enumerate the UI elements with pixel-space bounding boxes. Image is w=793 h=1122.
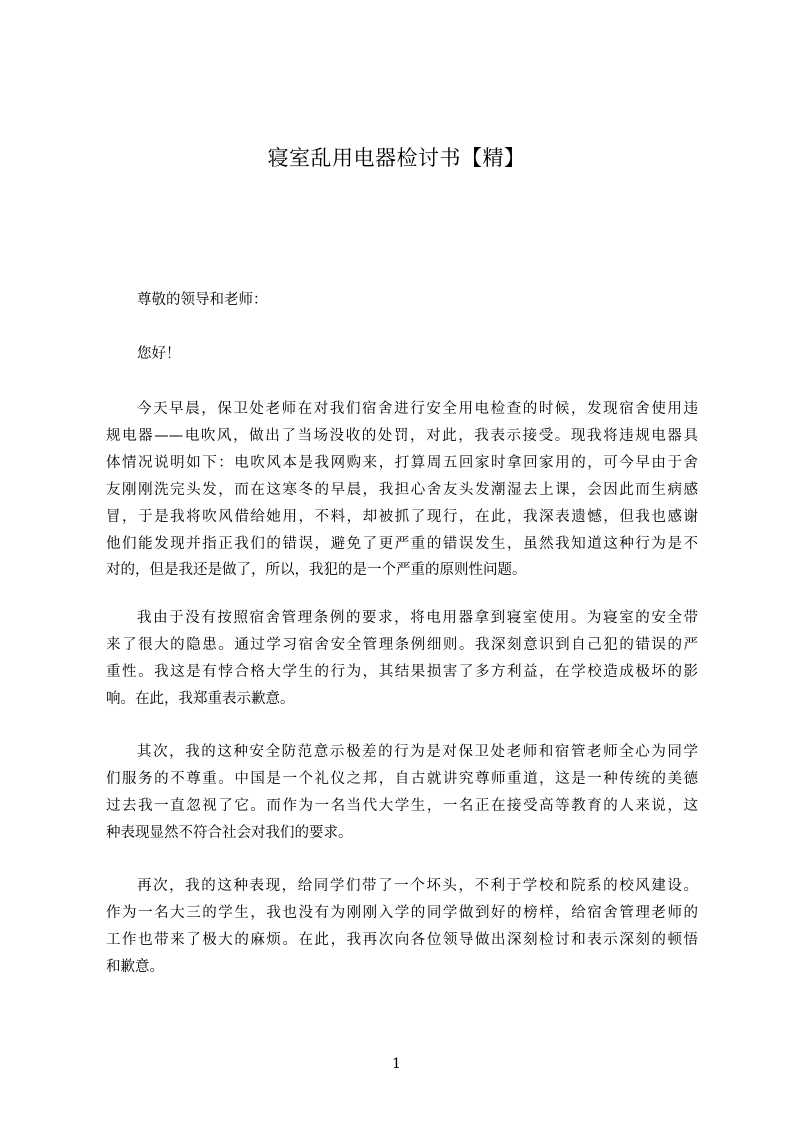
paragraph-line: 和歉意。 — [106, 959, 164, 975]
paragraph-line: 对的，但是我还是做了，所以，我犯的是一个严重的原则性问题。 — [106, 562, 527, 578]
paragraph-line: 们服务的不尊重。中国是一个礼仪之邦，自古就讲究尊师重道，这是一种传统的美德 — [106, 771, 698, 787]
paragraph-line: 重性。我这是有悖合格大学生的行为，其结果损害了多方利益，在学校造成极坏的影 — [106, 664, 698, 680]
paragraph-line: 体情况说明如下：电吹风本是我网购来，打算周五回家时拿回家用的，可今早由于舍 — [106, 455, 698, 471]
paragraph-line: 他们能发现并指正我们的错误，避免了更严重的错误发生，虽然我知道这种行为是不 — [106, 536, 698, 552]
paragraph-line: 今天早晨，保卫处老师在对我们宿舍进行安全用电检查的时候，发现宿舍使用违 — [137, 401, 698, 417]
greeting: 您好！ — [137, 346, 181, 362]
paragraph-line: 规电器——电吹风，做出了当场没收的处罚，对此，我表示接受。现我将违规电器具 — [106, 428, 698, 444]
paragraph-line: 作为一名大三的学生，我也没有为刚刚入学的同学做到好的榜样，给宿舍管理老师的 — [106, 905, 698, 921]
paragraph-line: 再次，我的这种表现，给同学们带了一个坏头，不利于学校和院系的校风建设。 — [137, 878, 698, 894]
paragraph-line: 友刚刚洗完头发，而在这寒冬的早晨，我担心舍友头发潮湿去上课，会因此而生病感 — [106, 482, 698, 498]
paragraph-line: 来了很大的隐患。通过学习宿舍安全管理条例细则。我深刻意识到自己犯的错误的严 — [106, 637, 698, 653]
paragraph-line: 过去我一直忽视了它。而作为一名当代大学生，一名正在接受高等教育的人来说，这 — [106, 798, 698, 814]
paragraph-line: 其次，我的这种安全防范意示极差的行为是对保卫处老师和宿管老师全心为同学 — [137, 744, 698, 760]
paragraph-line: 我由于没有按照宿舍管理条例的要求，将电用器拿到寝室使用。为寝室的安全带 — [137, 610, 698, 626]
salutation: 尊敬的领导和老师： — [137, 292, 268, 308]
page-number: 1 — [392, 1056, 401, 1072]
paragraph-line: 种表现显然不符合社会对我们的要求。 — [106, 825, 353, 841]
document-title: 寝室乱用电器检讨书【精】 — [267, 146, 526, 170]
paragraph-line: 冒，于是我将吹风借给她用，不料，却被抓了现行，在此，我深表遗憾，但我也感谢 — [106, 509, 698, 525]
paragraph-line: 响。在此，我郑重表示歉意。 — [106, 691, 295, 707]
paragraph-line: 工作也带来了极大的麻烦。在此，我再次向各位领导做出深刻检讨和表示深刻的顿悟 — [106, 932, 698, 948]
